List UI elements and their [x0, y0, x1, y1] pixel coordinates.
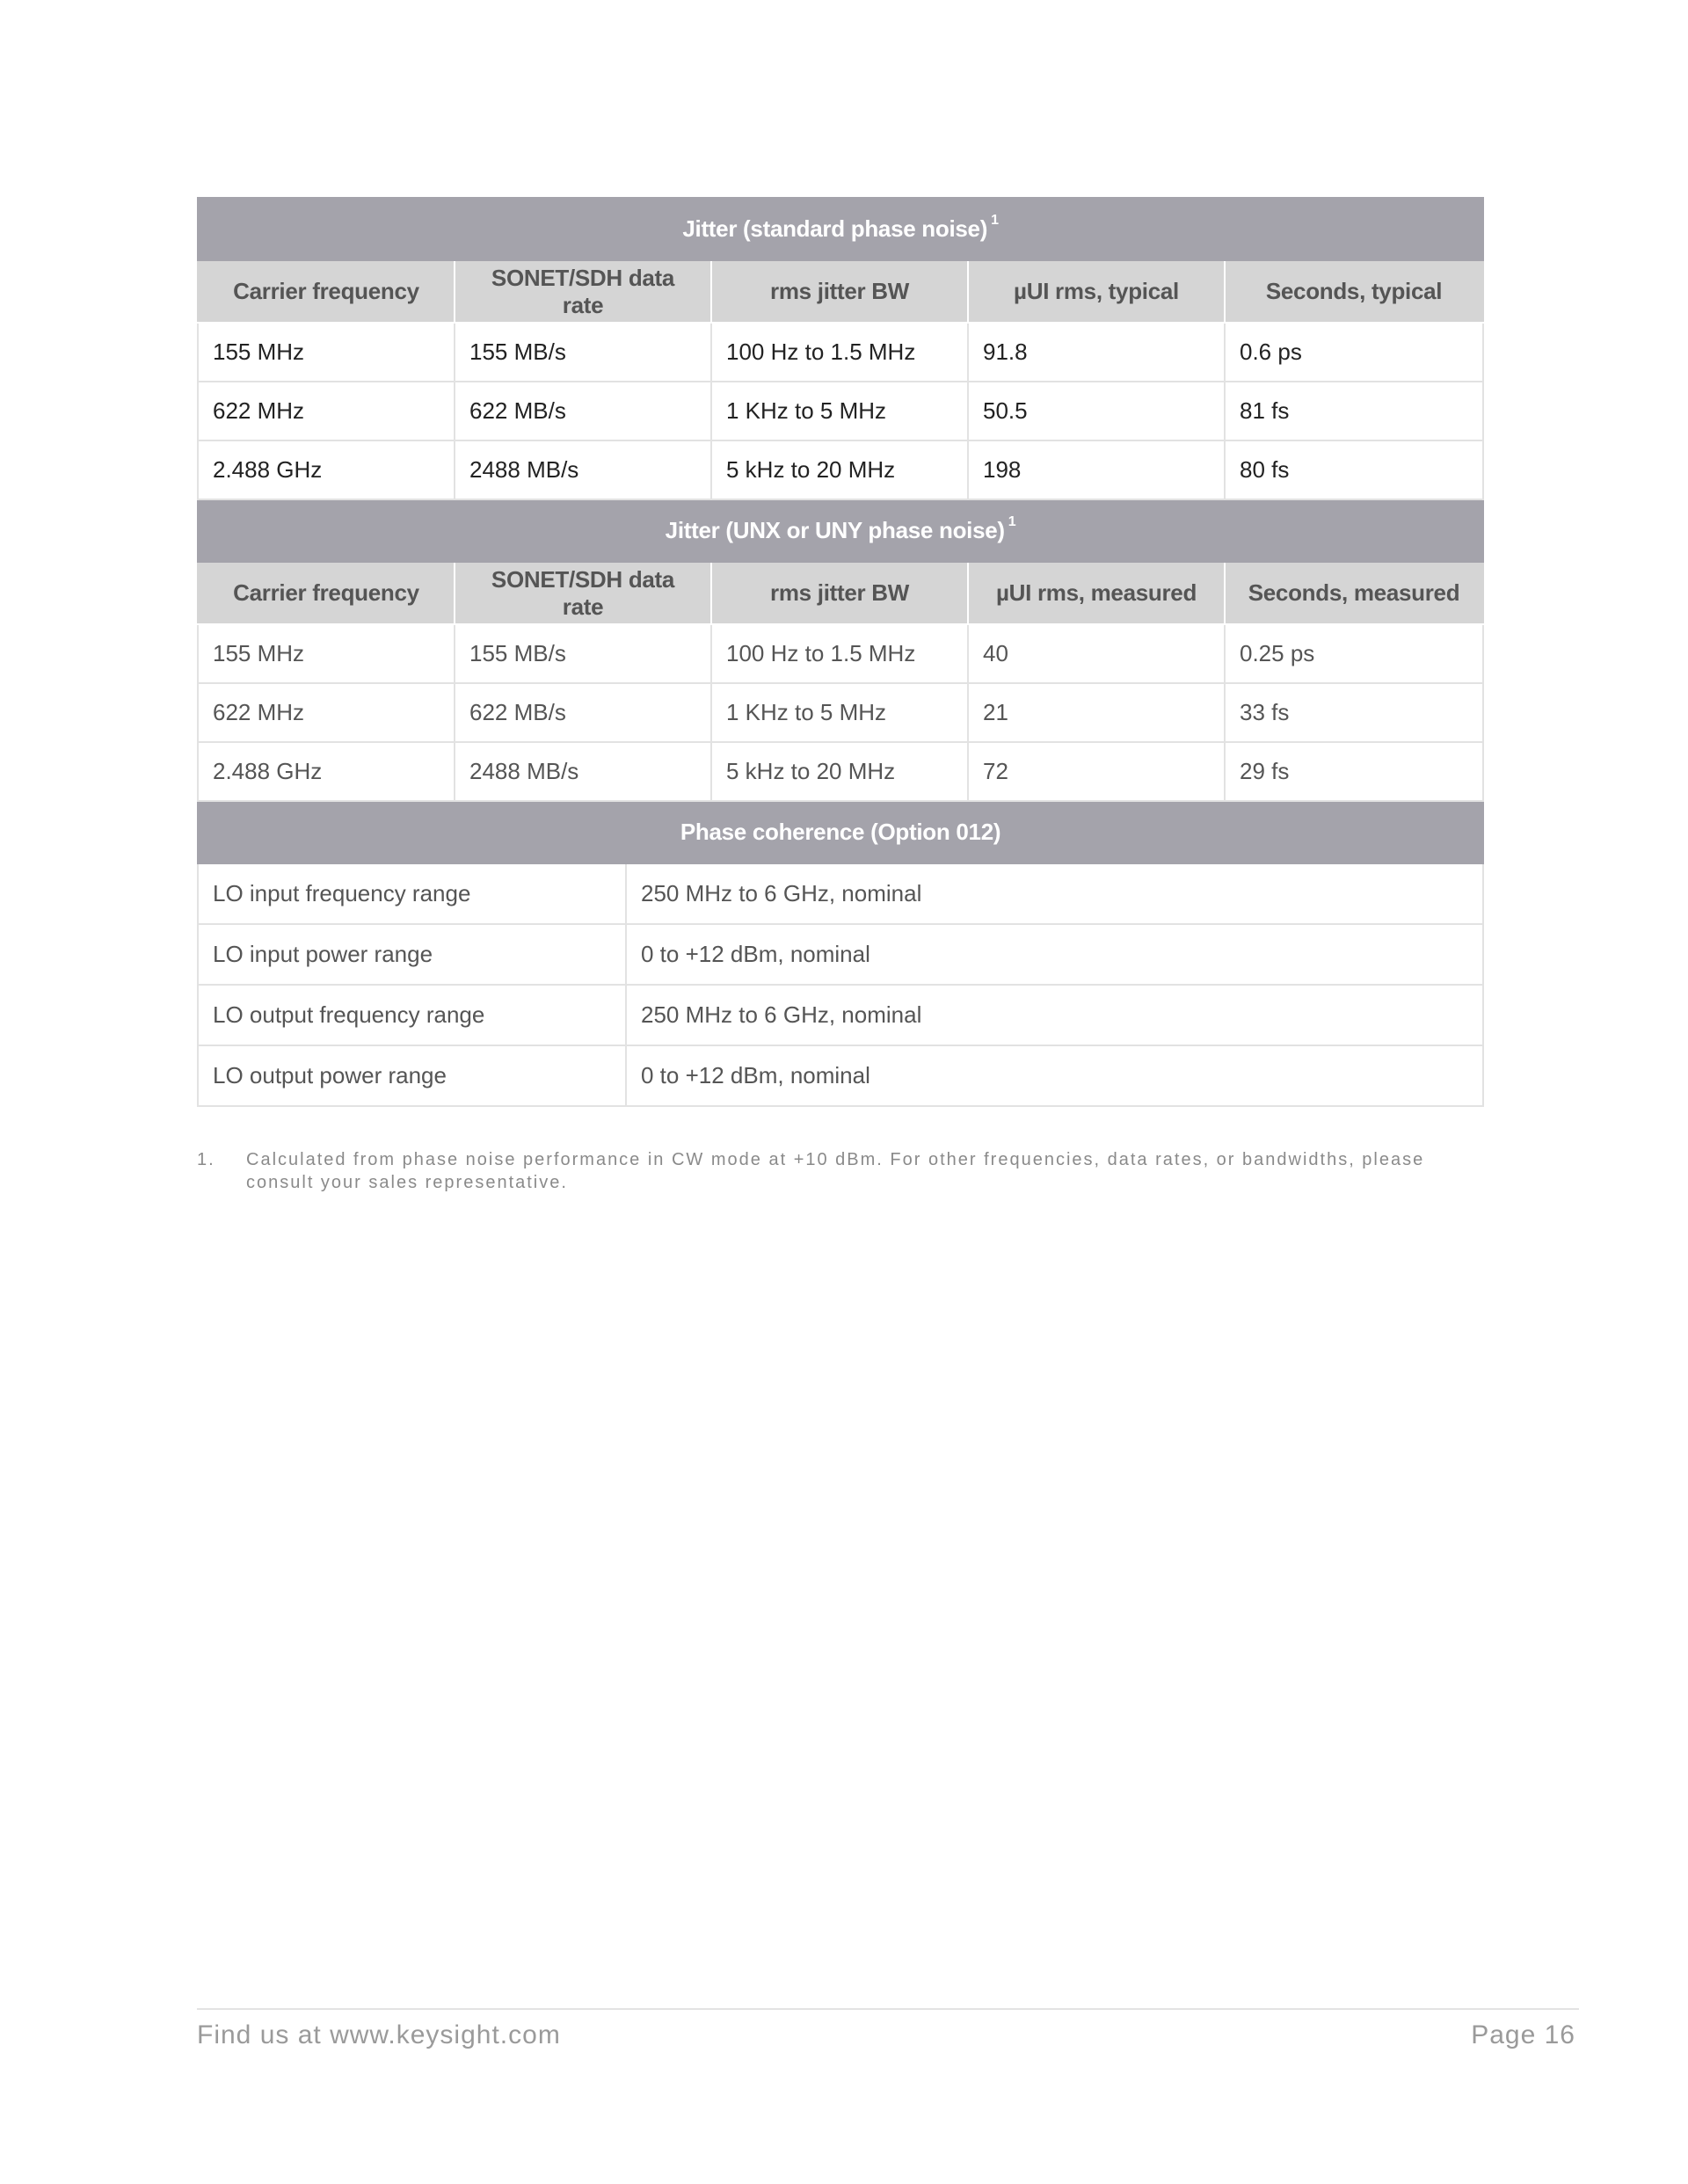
column-header: SONET/SDH data rate [455, 260, 711, 323]
table-cell: 50.5 [968, 382, 1225, 440]
jitter-standard-banner [198, 198, 1483, 260]
page-number: Page 16 [1471, 2020, 1575, 2049]
specifications-table [197, 197, 1484, 1107]
spec-label: LO input power range [198, 924, 626, 985]
table-row [198, 985, 1483, 1045]
jitter-unx-header-row [198, 562, 1483, 624]
table-cell: 622 MB/s [455, 683, 711, 742]
table-cell: 198 [968, 440, 1225, 499]
spec-label: LO output frequency range [198, 985, 626, 1045]
table-row [198, 624, 1483, 683]
table-cell: 33 fs [1225, 683, 1483, 742]
table-cell: 155 MHz [198, 323, 455, 382]
table-cell: 622 MHz [198, 382, 455, 440]
spec-label: LO output power range [198, 1045, 626, 1106]
section-title [198, 499, 1483, 562]
footnote [197, 1148, 1482, 1194]
table-cell: 622 MB/s [455, 382, 711, 440]
footer-divider [197, 2008, 1579, 2010]
table-cell: 2488 MB/s [455, 440, 711, 499]
table-cell: 2.488 GHz [198, 440, 455, 499]
spec-value: 0 to +12 dBm, nominal [626, 1045, 1483, 1106]
table-row [198, 683, 1483, 742]
section-title-text: Jitter (standard phase noise) [682, 215, 988, 242]
column-header: SONET/SDH data rate [455, 562, 711, 624]
table-cell: 155 MB/s [455, 624, 711, 683]
section-title-text: Jitter (UNX or UNY phase noise) [665, 517, 1005, 543]
section-title: Phase coherence (Option 012) [198, 801, 1483, 863]
table-row [198, 323, 1483, 382]
table-cell: 1 KHz to 5 MHz [711, 382, 968, 440]
phase-coherence-banner [198, 801, 1483, 863]
spec-value: 250 MHz to 6 GHz, nominal [626, 863, 1483, 924]
spec-value: 0 to +12 dBm, nominal [626, 924, 1483, 985]
table-cell: 155 MB/s [455, 323, 711, 382]
table-cell: 100 Hz to 1.5 MHz [711, 624, 968, 683]
column-header: µUI rms, measured [968, 562, 1225, 624]
table-cell: 80 fs [1225, 440, 1483, 499]
section-title [198, 198, 1483, 260]
table-row [198, 440, 1483, 499]
table-cell: 29 fs [1225, 742, 1483, 801]
table-cell: 1 KHz to 5 MHz [711, 683, 968, 742]
table-cell: 81 fs [1225, 382, 1483, 440]
column-header: Carrier frequency [198, 562, 455, 624]
column-header: µUI rms, typical [968, 260, 1225, 323]
table-cell: 21 [968, 683, 1225, 742]
table-cell: 91.8 [968, 323, 1225, 382]
table-row [198, 1045, 1483, 1106]
column-header: Carrier frequency [198, 260, 455, 323]
table-cell: 100 Hz to 1.5 MHz [711, 323, 968, 382]
table-cell: 622 MHz [198, 683, 455, 742]
table-cell: 5 kHz to 20 MHz [711, 742, 968, 801]
table-cell: 40 [968, 624, 1225, 683]
spec-value: 250 MHz to 6 GHz, nominal [626, 985, 1483, 1045]
spec-label: LO input frequency range [198, 863, 626, 924]
column-header: rms jitter BW [711, 260, 968, 323]
footnote-number: 1. [197, 1150, 215, 1169]
table-row [198, 382, 1483, 440]
column-header: Seconds, measured [1225, 562, 1483, 624]
footnote-marker: 1 [1008, 514, 1016, 530]
jitter-standard-header-row [198, 260, 1483, 323]
footnote-marker: 1 [991, 213, 999, 229]
column-header: Seconds, typical [1225, 260, 1483, 323]
table-cell: 5 kHz to 20 MHz [711, 440, 968, 499]
table-cell: 72 [968, 742, 1225, 801]
table-cell: 0.25 ps [1225, 624, 1483, 683]
footer-website-link[interactable]: Find us at www.keysight.com [197, 2020, 561, 2049]
table-cell: 0.6 ps [1225, 323, 1483, 382]
table-cell: 2488 MB/s [455, 742, 711, 801]
jitter-unx-banner [198, 499, 1483, 562]
table-row [198, 924, 1483, 985]
column-header: rms jitter BW [711, 562, 968, 624]
footnote-text: Calculated from phase noise performance in CW mode at +10 dBm. For other frequencies, data rates, or bandwidths, please consult your sales representative. [246, 1150, 1425, 1192]
table-cell: 155 MHz [198, 624, 455, 683]
table-cell: 2.488 GHz [198, 742, 455, 801]
table-row [198, 742, 1483, 801]
table-row [198, 863, 1483, 924]
